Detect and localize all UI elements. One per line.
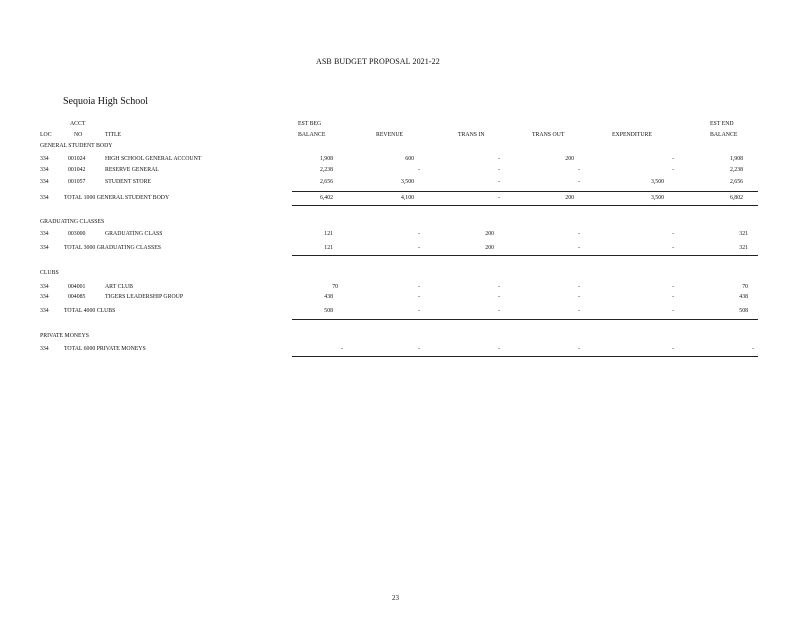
cell-tin: 200 bbox=[485, 231, 494, 237]
cell-rev: 600 bbox=[405, 156, 414, 162]
cell-loc: 334 bbox=[40, 167, 49, 173]
section-heading-clubs: CLUBS bbox=[40, 270, 59, 276]
cell-acct: 003000 bbox=[68, 231, 86, 237]
cell-beg: 2,656 bbox=[319, 179, 333, 185]
cell-loc: 334 bbox=[40, 308, 49, 314]
cell-beg: 1,908 bbox=[319, 156, 333, 162]
document-title: ASB BUDGET PROPOSAL 2021-22 bbox=[316, 57, 440, 66]
cell-exp: - bbox=[672, 245, 674, 251]
cell-end: - bbox=[752, 346, 754, 352]
cell-end: 321 bbox=[739, 245, 748, 251]
cell-title: TIGERS LEADERSHIP GROUP bbox=[105, 294, 184, 300]
cell-end: 321 bbox=[739, 231, 748, 237]
cell-tout: - bbox=[578, 245, 580, 251]
cell-end: 70 bbox=[742, 284, 748, 290]
cell-exp: - bbox=[672, 308, 674, 314]
header-est-end-top: EST END bbox=[710, 121, 734, 127]
cell-end: 2,656 bbox=[729, 179, 743, 185]
cell-tout: - bbox=[578, 167, 580, 173]
header-revenue: REVENUE bbox=[376, 132, 404, 138]
cell-tin: 200 bbox=[485, 245, 494, 251]
total-rule-top bbox=[292, 191, 758, 192]
cell-beg: 438 bbox=[324, 294, 333, 300]
cell-loc: 334 bbox=[40, 245, 49, 251]
total-rule-bottom bbox=[292, 356, 758, 357]
section-heading-private: PRIVATE MONEYS bbox=[40, 333, 90, 339]
cell-tout: 200 bbox=[565, 195, 574, 201]
cell-end: 6,802 bbox=[729, 195, 743, 201]
header-acct-bottom: NO bbox=[74, 132, 83, 138]
header-expenditure: EXPENDITURE bbox=[612, 132, 652, 138]
cell-beg: 121 bbox=[324, 245, 333, 251]
cell-rev: - bbox=[418, 284, 420, 290]
cell-beg: 508 bbox=[324, 308, 333, 314]
cell-title: TOTAL 6000 PRIVATE MONEYS bbox=[64, 346, 146, 352]
cell-title: STUDENT STORE bbox=[105, 179, 152, 185]
cell-acct: 001042 bbox=[68, 167, 86, 173]
cell-loc: 334 bbox=[40, 231, 49, 237]
cell-tout: - bbox=[578, 231, 580, 237]
cell-beg: 6,402 bbox=[319, 195, 333, 201]
cell-beg: 70 bbox=[332, 284, 338, 290]
cell-exp: - bbox=[672, 167, 674, 173]
cell-acct: 004085 bbox=[68, 294, 86, 300]
cell-tin: - bbox=[498, 167, 500, 173]
cell-rev: 3,500 bbox=[400, 179, 414, 185]
cell-tout: - bbox=[578, 284, 580, 290]
cell-title: TOTAL 4000 CLUBS bbox=[64, 308, 116, 314]
cell-title: TOTAL 3000 GRADUATING CLASSES bbox=[64, 245, 161, 251]
total-rule-bottom bbox=[292, 319, 758, 320]
cell-tout: 200 bbox=[565, 156, 574, 162]
cell-rev: - bbox=[418, 245, 420, 251]
cell-loc: 334 bbox=[40, 179, 49, 185]
cell-rev: - bbox=[418, 308, 420, 314]
section-heading-grad: GRADUATING CLASSES bbox=[40, 219, 105, 225]
cell-title: HIGH SCHOOL GENERAL ACCOUNT bbox=[105, 156, 202, 162]
cell-tout: - bbox=[578, 346, 580, 352]
school-name: Sequoia High School bbox=[63, 96, 148, 107]
cell-exp: - bbox=[672, 284, 674, 290]
cell-title: TOTAL 1000 GENERAL STUDENT BODY bbox=[64, 195, 170, 201]
total-rule-bottom bbox=[292, 205, 758, 206]
cell-loc: 334 bbox=[40, 284, 49, 290]
cell-tin: - bbox=[498, 308, 500, 314]
cell-tout: - bbox=[578, 308, 580, 314]
cell-tin: - bbox=[498, 179, 500, 185]
cell-beg: - bbox=[341, 346, 343, 352]
cell-exp: - bbox=[672, 231, 674, 237]
cell-end: 508 bbox=[739, 308, 748, 314]
cell-exp: - bbox=[672, 346, 674, 352]
cell-exp: 3,500 bbox=[650, 179, 664, 185]
header-est-beg-top: EST BEG bbox=[298, 121, 322, 127]
cell-rev: - bbox=[418, 346, 420, 352]
cell-tin: - bbox=[498, 156, 500, 162]
section-heading-gsb: GENERAL STUDENT BODY bbox=[40, 143, 113, 149]
cell-acct: 004001 bbox=[68, 284, 86, 290]
header-loc: LOC bbox=[40, 132, 52, 138]
cell-loc: 334 bbox=[40, 346, 49, 352]
cell-beg: 2,238 bbox=[319, 167, 333, 173]
cell-tin: - bbox=[498, 195, 500, 201]
cell-end: 2,238 bbox=[729, 167, 743, 173]
cell-tin: - bbox=[498, 346, 500, 352]
cell-end: 1,908 bbox=[729, 156, 743, 162]
cell-tout: - bbox=[578, 294, 580, 300]
cell-loc: 334 bbox=[40, 294, 49, 300]
cell-end: 438 bbox=[739, 294, 748, 300]
header-trans-in: TRANS IN bbox=[458, 132, 485, 138]
cell-title: GRADUATING CLASS bbox=[105, 231, 163, 237]
cell-rev: - bbox=[418, 294, 420, 300]
header-title: TITLE bbox=[105, 132, 122, 138]
cell-tout: - bbox=[578, 179, 580, 185]
cell-exp: 3,500 bbox=[650, 195, 664, 201]
cell-rev: - bbox=[418, 231, 420, 237]
cell-exp: - bbox=[672, 156, 674, 162]
cell-title: ART CLUB bbox=[105, 284, 134, 290]
cell-tin: - bbox=[498, 284, 500, 290]
cell-title: RESERVE GENERAL bbox=[105, 167, 159, 173]
cell-beg: 121 bbox=[324, 231, 333, 237]
cell-tin: - bbox=[498, 294, 500, 300]
header-est-end-bottom: BALANCE bbox=[710, 132, 738, 138]
cell-exp: - bbox=[672, 294, 674, 300]
cell-loc: 334 bbox=[40, 195, 49, 201]
page-number: 23 bbox=[392, 594, 399, 602]
cell-acct: 001057 bbox=[68, 179, 86, 185]
total-rule-bottom bbox=[292, 255, 758, 256]
header-acct-top: ACCT bbox=[70, 121, 86, 127]
cell-rev: - bbox=[418, 167, 420, 173]
header-trans-out: TRANS OUT bbox=[532, 132, 565, 138]
cell-acct: 001024 bbox=[68, 156, 86, 162]
cell-rev: 4,100 bbox=[400, 195, 414, 201]
cell-loc: 334 bbox=[40, 156, 49, 162]
header-est-beg-bottom: BALANCE bbox=[298, 132, 326, 138]
